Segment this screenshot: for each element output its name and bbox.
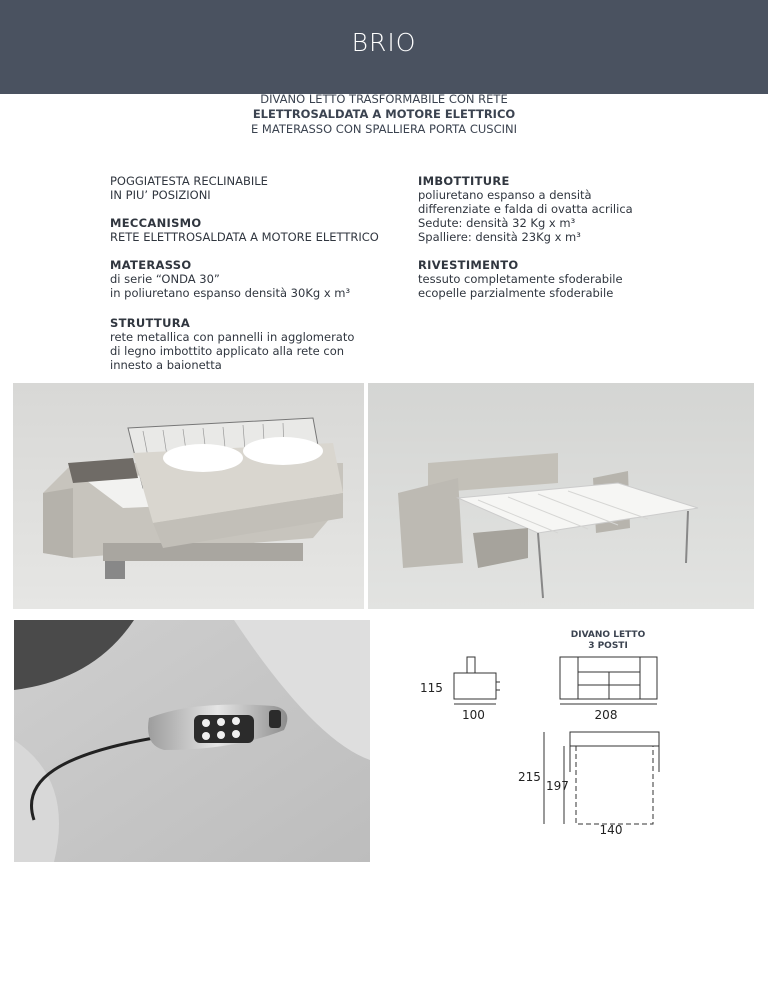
spec-rivestimento-label: RIVESTIMENTO	[418, 258, 519, 272]
product-subtitle	[0, 92, 768, 137]
subtitle-line-3: E MATERASSO CON SPALLIERA PORTA CUSCINI	[251, 122, 517, 136]
photo-sofa-headrest	[13, 383, 364, 609]
subtitle-line-2: ELETTROSALDATA A MOTORE ELETTRICO	[252, 107, 516, 121]
page-title: BRIO	[351, 28, 417, 57]
spec-poggiatesta	[110, 174, 268, 202]
dim-mattress-width: 140	[599, 823, 623, 837]
spec-meccanismo	[110, 216, 379, 244]
header-band	[0, 0, 768, 94]
photo-sofa-bed-open	[368, 383, 754, 609]
spec-struttura-text: rete metallica con pannelli in agglomerato di legno imbottito applicato alla rete con innesto a baionetta	[110, 330, 355, 372]
spec-imbottiture-text: poliuretano espanso a densità differenziate e falda di ovatta acrilica Sedute: densità 32 Kg x m³ Spalliere: densità 23Kg x m³	[418, 188, 633, 244]
photo-remote-control	[14, 620, 370, 862]
spec-rivestimento	[418, 258, 623, 300]
spec-meccanismo-text: RETE ELETTROSALDATA A MOTORE ELETTRICO	[110, 230, 379, 244]
top-view-drawing	[570, 732, 659, 824]
spec-imbottiture	[418, 174, 633, 244]
diagram-title-line-2: 3 POSTI	[588, 641, 628, 651]
dimension-diagram	[410, 620, 710, 850]
dim-depth: 100	[462, 708, 485, 722]
subtitle-line-1: DIVANO LETTO TRASFORMABILE CON RETE	[260, 92, 508, 106]
spec-struttura-label: STRUTTURA	[110, 316, 191, 330]
dim-open-depth: 215	[518, 770, 541, 784]
diagram-title-line-1: DIVANO LETTO	[570, 630, 646, 640]
dim-mattress-length: 197	[546, 779, 569, 793]
side-view-drawing	[454, 657, 500, 699]
spec-materasso-label: MATERASSO	[110, 258, 192, 272]
dim-width: 208	[594, 708, 618, 722]
spec-rivestimento-text: tessuto completamente sfoderabile ecopelle parzialmente sfoderabile	[418, 272, 623, 300]
spec-poggiatesta-text: POGGIATESTA RECLINABILE IN PIU’ POSIZIONI	[110, 174, 268, 202]
spec-materasso	[110, 258, 350, 300]
spec-materasso-text: di serie “ONDA 30” in poliuretano espanso densità 30Kg x m³	[110, 272, 351, 300]
spec-imbottiture-label: IMBOTTITURE	[418, 174, 510, 188]
spec-struttura	[110, 316, 354, 372]
dim-height: 115	[420, 681, 443, 695]
spec-meccanismo-label: MECCANISMO	[110, 216, 202, 230]
front-view-drawing	[560, 657, 657, 699]
